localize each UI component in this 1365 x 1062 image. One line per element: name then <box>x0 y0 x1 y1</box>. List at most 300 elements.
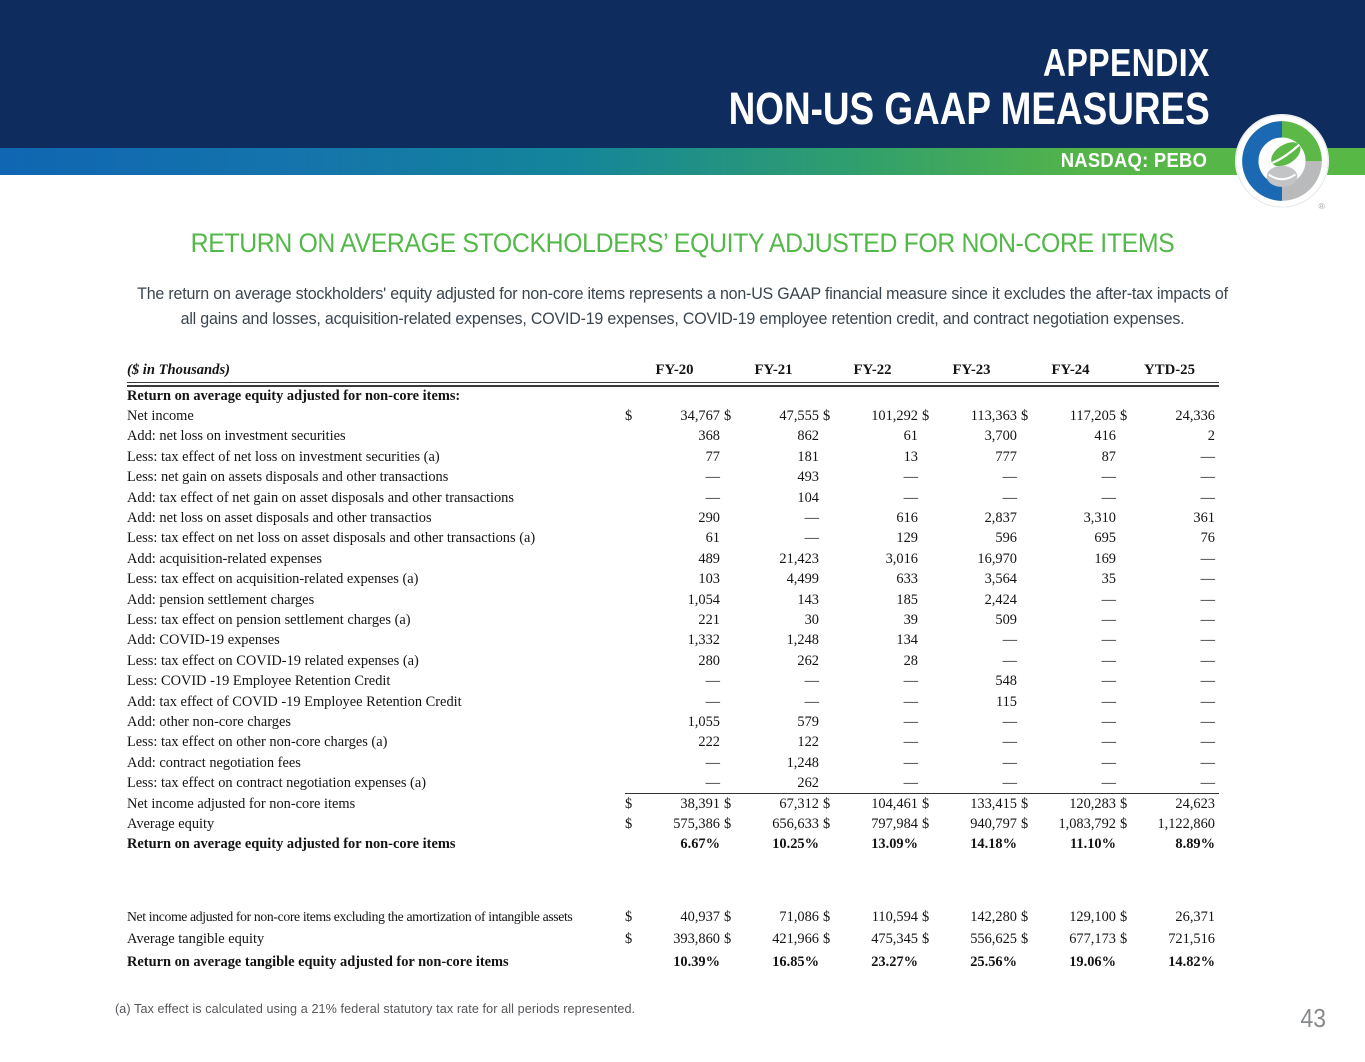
row-label: Less: tax effect of net loss on investment securities (a) <box>127 448 440 465</box>
value-cell: — <box>705 693 720 710</box>
dollar-sign-cell <box>625 631 642 651</box>
value-cell: — <box>903 774 918 791</box>
dollar-sign-cell <box>1021 835 1038 855</box>
row-label: Net income <box>127 408 194 425</box>
dollar-sign-cell <box>1120 733 1137 753</box>
dollar-sign-cell <box>1120 835 1137 855</box>
value-cell: 3,564 <box>984 571 1017 588</box>
value-cell: 24,336 <box>1175 408 1215 425</box>
value-cell: 1,054 <box>687 591 720 608</box>
value-cell: — <box>1101 754 1116 771</box>
value-cell: — <box>903 469 918 486</box>
value-cell: — <box>705 754 720 771</box>
dollar-sign-cell <box>625 549 642 569</box>
dollar-sign-cell <box>1021 447 1038 467</box>
table-row <box>127 692 1219 712</box>
value-cell: — <box>1200 734 1215 751</box>
dollar-sign-cell: $ <box>1021 815 1029 832</box>
value-cell: 23.27% <box>871 953 918 970</box>
value-cell: 1,122,860 <box>1157 815 1215 832</box>
dollar-sign-cell <box>922 773 939 793</box>
dollar-sign-cell <box>922 570 939 590</box>
value-cell: 721,516 <box>1168 931 1215 948</box>
value-cell: — <box>903 693 918 710</box>
value-cell: 40,937 <box>680 908 720 925</box>
row-label: Net income adjusted for non-core items excluding the amortization of intangible assets <box>127 909 573 925</box>
dollar-sign-cell: $ <box>922 794 939 814</box>
value-cell: — <box>705 774 720 791</box>
value-cell: 24,623 <box>1137 794 1219 814</box>
value-cell: 13.09% <box>871 836 918 853</box>
banner-title: NON-US GAAP MEASURES <box>728 83 1210 134</box>
value-cell: 47,555 <box>779 408 819 425</box>
dollar-sign-cell <box>823 508 840 528</box>
dollar-sign-cell <box>1120 508 1137 528</box>
table-header-row <box>127 362 1219 383</box>
value-cell: — <box>1101 693 1116 710</box>
value-cell: 940,797 <box>970 815 1017 832</box>
table-row <box>127 906 1219 929</box>
dollar-sign-cell <box>922 671 939 691</box>
dollar-sign-cell <box>823 488 840 508</box>
value-cell: 656,633 <box>772 815 819 832</box>
value-cell: — <box>1002 469 1017 486</box>
dollar-sign-cell <box>724 773 741 793</box>
value-cell: 113,363 <box>970 408 1017 425</box>
value-cell: — <box>903 734 918 751</box>
value-cell: 169 <box>1094 550 1116 567</box>
value-cell: 10.39% <box>673 953 720 970</box>
value-cell: 129,100 <box>1069 908 1116 925</box>
dollar-sign-cell: $ <box>922 908 930 925</box>
value-cell: 67,312 <box>741 794 823 814</box>
dollar-sign-cell: $ <box>724 908 732 925</box>
value-cell: 695 <box>1094 530 1116 547</box>
dollar-sign-cell <box>823 773 840 793</box>
value-cell: 35 <box>1101 571 1116 588</box>
value-cell: 101,292 <box>871 408 918 425</box>
tangible-equity-table <box>127 906 1219 974</box>
dollar-sign-cell <box>823 549 840 569</box>
value-cell: 104 <box>797 489 819 506</box>
value-cell: — <box>1101 611 1116 628</box>
dollar-sign-cell <box>724 733 741 753</box>
value-cell: 262 <box>797 652 819 669</box>
dollar-sign-cell <box>922 508 939 528</box>
value-cell: 19.06% <box>1069 953 1116 970</box>
dollar-sign-cell <box>823 610 840 630</box>
dollar-sign-cell <box>625 610 642 630</box>
value-cell: — <box>903 489 918 506</box>
value-cell: — <box>1200 611 1215 628</box>
dollar-sign-cell: $ <box>1021 908 1029 925</box>
row-label: Return on average equity adjusted for non-core items <box>127 836 456 853</box>
page-number: 43 <box>1300 1003 1326 1033</box>
dollar-sign-cell <box>922 753 939 773</box>
row-label: Less: net gain on assets disposals and other transactions <box>127 469 449 486</box>
value-cell: 30 <box>804 611 819 628</box>
dollar-sign-cell <box>823 631 840 651</box>
value-cell: — <box>903 673 918 690</box>
dollar-sign-cell: $ <box>724 815 732 832</box>
header-banner <box>0 0 1365 148</box>
value-cell: — <box>1101 469 1116 486</box>
dollar-sign-cell <box>1120 427 1137 447</box>
value-cell: 221 <box>698 611 720 628</box>
dollar-sign-cell <box>625 773 642 793</box>
table-row <box>127 814 1219 834</box>
value-cell: 26,371 <box>1175 908 1215 925</box>
dollar-sign-cell <box>823 447 840 467</box>
table-row <box>127 651 1219 671</box>
subtitle <box>20 282 1344 332</box>
registered-mark: ® <box>1318 201 1325 209</box>
value-cell: — <box>1200 489 1215 506</box>
dollar-sign-cell <box>922 529 939 549</box>
value-cell: 122 <box>797 734 819 751</box>
dollar-sign-cell: $ <box>625 794 642 814</box>
value-cell: 185 <box>896 591 918 608</box>
table-row <box>127 610 1219 630</box>
dollar-sign-cell: $ <box>724 408 732 425</box>
value-cell: 509 <box>995 611 1017 628</box>
dollar-sign-cell <box>1120 753 1137 773</box>
dollar-sign-cell <box>625 692 642 712</box>
value-cell: — <box>1002 774 1017 791</box>
value-cell: — <box>1002 652 1017 669</box>
dollar-sign-cell <box>625 427 642 447</box>
column-header: FY-24 <box>1021 362 1120 383</box>
row-label: Average tangible equity <box>127 931 265 948</box>
dollar-sign-cell <box>1120 549 1137 569</box>
dollar-sign-cell <box>1021 753 1038 773</box>
dollar-sign-cell: $ <box>823 408 831 425</box>
dollar-sign-cell <box>823 671 840 691</box>
dollar-sign-cell: $ <box>625 408 633 425</box>
footnote: (a) Tax effect is calculated using a 21% federal statutory tax rate for all periods represented. <box>115 1002 636 1016</box>
value-cell: — <box>705 469 720 486</box>
value-cell: — <box>1200 754 1215 771</box>
table-row <box>127 549 1219 569</box>
dollar-sign-cell: $ <box>625 931 633 948</box>
value-cell: 3,310 <box>1083 510 1116 527</box>
value-cell: — <box>1200 774 1215 791</box>
dollar-sign-cell <box>823 733 840 753</box>
dollar-sign-cell <box>724 529 741 549</box>
dollar-sign-cell <box>922 447 939 467</box>
value-cell: — <box>1200 673 1215 690</box>
value-cell: 61 <box>705 530 720 547</box>
value-cell: — <box>1200 693 1215 710</box>
dollar-sign-cell <box>724 610 741 630</box>
row-label: Add: net loss on investment securities <box>127 428 346 445</box>
table-row <box>127 773 1219 793</box>
financial-table <box>127 362 1219 855</box>
dollar-sign-cell: $ <box>922 931 930 948</box>
value-cell: 1,248 <box>786 754 819 771</box>
value-cell: 34,767 <box>680 408 720 425</box>
value-cell: 548 <box>995 673 1017 690</box>
dollar-sign-cell <box>823 468 840 488</box>
row-label: Less: tax effect on pension settlement charges (a) <box>127 611 411 628</box>
dollar-sign-cell <box>1021 488 1038 508</box>
dollar-sign-cell <box>724 753 741 773</box>
table-row <box>127 447 1219 467</box>
table-row <box>127 671 1219 691</box>
value-cell: 777 <box>995 448 1017 465</box>
value-cell: 103 <box>698 571 720 588</box>
dollar-sign-cell <box>625 651 642 671</box>
value-cell: — <box>1101 591 1116 608</box>
dollar-sign-cell <box>823 835 840 855</box>
value-cell: 677,173 <box>1069 931 1116 948</box>
value-cell: 181 <box>797 448 819 465</box>
value-cell: 28 <box>903 652 918 669</box>
value-cell: 1,055 <box>687 713 720 730</box>
row-label: Less: tax effect on net loss on asset disposals and other transactions (a) <box>127 530 536 547</box>
dollar-sign-cell <box>1021 468 1038 488</box>
row-label: Add: net loss on asset disposals and other transactios <box>127 510 432 527</box>
dollar-sign-cell <box>1021 427 1038 447</box>
value-cell: — <box>1002 754 1017 771</box>
dollar-sign-cell: $ <box>625 815 633 832</box>
dollar-sign-cell <box>625 570 642 590</box>
dollar-sign-cell <box>823 427 840 447</box>
dollar-sign-cell: $ <box>1120 908 1128 925</box>
row-label: Less: tax effect on COVID-19 related expenses (a) <box>127 652 419 669</box>
secondary-table-container <box>127 906 1219 974</box>
dollar-sign-cell <box>1120 712 1137 732</box>
dollar-sign-cell <box>922 651 939 671</box>
value-cell: — <box>1002 734 1017 751</box>
dollar-sign-cell <box>922 427 939 447</box>
value-cell: — <box>903 754 918 771</box>
dollar-sign-cell <box>823 570 840 590</box>
value-cell: 8.89% <box>1175 836 1215 853</box>
value-cell: 421,966 <box>772 931 819 948</box>
value-cell: — <box>1200 448 1215 465</box>
value-cell: 2,837 <box>984 510 1017 527</box>
value-cell: — <box>1200 571 1215 588</box>
value-cell: — <box>1101 774 1116 791</box>
row-label: Add: pension settlement charges <box>127 591 315 608</box>
value-cell: 104,461 <box>840 794 922 814</box>
dollar-sign-cell <box>1120 488 1137 508</box>
dollar-sign-cell <box>922 712 939 732</box>
dollar-sign-cell <box>1021 508 1038 528</box>
table-row <box>127 929 1219 952</box>
dollar-sign-cell <box>625 951 642 974</box>
table-row <box>127 427 1219 447</box>
value-cell: 3,700 <box>984 428 1017 445</box>
value-cell: 368 <box>698 428 720 445</box>
dollar-sign-cell <box>823 651 840 671</box>
value-cell: 2,424 <box>984 591 1017 608</box>
dollar-sign-cell <box>1120 529 1137 549</box>
dollar-sign-cell: $ <box>1021 408 1029 425</box>
value-cell: — <box>1101 489 1116 506</box>
value-cell: — <box>1200 469 1215 486</box>
dollar-sign-cell <box>1021 529 1038 549</box>
section-label: Return on average equity adjusted for non-core items: <box>127 388 461 405</box>
value-cell: 38,391 <box>642 794 724 814</box>
dollar-sign-cell <box>1120 610 1137 630</box>
value-cell: 120,283 <box>1038 794 1120 814</box>
value-cell: 3,016 <box>885 550 918 567</box>
column-header: YTD-25 <box>1120 362 1219 383</box>
dollar-sign-cell <box>1021 590 1038 610</box>
dollar-sign-cell <box>625 447 642 467</box>
row-label: Add: other non-core charges <box>127 713 291 730</box>
value-cell: 61 <box>903 428 918 445</box>
value-cell: 222 <box>698 734 720 751</box>
dollar-sign-cell <box>823 712 840 732</box>
ticker-bar <box>0 148 1365 175</box>
dollar-sign-cell <box>922 590 939 610</box>
value-cell: 6.67% <box>680 836 720 853</box>
table-row <box>127 590 1219 610</box>
dollar-sign-cell: $ <box>1120 931 1128 948</box>
value-cell: — <box>1101 734 1116 751</box>
unit-label: ($ in Thousands) <box>127 362 625 383</box>
table-row <box>127 508 1219 528</box>
dollar-sign-cell <box>922 488 939 508</box>
dollar-sign-cell <box>724 488 741 508</box>
dollar-sign-cell <box>823 529 840 549</box>
column-header: FY-22 <box>823 362 922 383</box>
dollar-sign-cell <box>823 753 840 773</box>
value-cell: 489 <box>698 550 720 567</box>
dollar-sign-cell <box>724 835 741 855</box>
appendix-label: APPENDIX <box>1043 42 1210 85</box>
dollar-sign-cell <box>724 631 741 651</box>
table-row <box>127 406 1219 426</box>
dollar-sign-cell <box>724 447 741 467</box>
dollar-sign-cell <box>922 733 939 753</box>
value-cell: 16,970 <box>977 550 1017 567</box>
value-cell: — <box>1101 673 1116 690</box>
value-cell: — <box>705 489 720 506</box>
row-label: Return on average tangible equity adjusted for non-core items <box>127 953 509 970</box>
value-cell: — <box>705 673 720 690</box>
dollar-sign-cell <box>922 610 939 630</box>
table-row <box>127 835 1219 855</box>
dollar-sign-cell: $ <box>823 794 840 814</box>
value-cell: 117,205 <box>1069 408 1116 425</box>
value-cell: 14.82% <box>1168 953 1215 970</box>
value-cell: 797,984 <box>871 815 918 832</box>
table-row <box>127 753 1219 773</box>
value-cell: 633 <box>896 571 918 588</box>
table-row <box>127 733 1219 753</box>
dollar-sign-cell: $ <box>724 931 732 948</box>
dollar-sign-cell <box>724 651 741 671</box>
dollar-sign-cell <box>922 951 939 974</box>
company-logo-icon <box>1234 113 1330 209</box>
dollar-sign-cell <box>724 549 741 569</box>
dollar-sign-cell <box>1120 773 1137 793</box>
dollar-sign-cell <box>625 753 642 773</box>
value-cell: 393,860 <box>673 931 720 948</box>
value-cell: — <box>804 693 819 710</box>
value-cell: — <box>1002 632 1017 649</box>
dollar-sign-cell <box>625 590 642 610</box>
row-label: Add: acquisition-related expenses <box>127 550 323 567</box>
column-header: FY-23 <box>922 362 1021 383</box>
value-cell: — <box>1200 652 1215 669</box>
value-cell: 1,248 <box>786 632 819 649</box>
subtitle-line1: The return on average stockholders' equity adjusted for non-core items represents a non-US GAAP financial measure since it excludes the after-tax impacts of <box>137 285 1228 303</box>
dollar-sign-cell <box>724 427 741 447</box>
dollar-sign-cell <box>922 468 939 488</box>
value-cell: 133,415 <box>939 794 1021 814</box>
row-label: Less: tax effect on contract negotiation expenses (a) <box>127 775 427 792</box>
table-row <box>127 570 1219 590</box>
dollar-sign-cell <box>1021 631 1038 651</box>
banner-titles <box>623 42 1210 134</box>
value-cell: 290 <box>698 510 720 527</box>
row-label: Add: tax effect of COVID -19 Employee Retention Credit <box>127 693 462 710</box>
value-cell: — <box>804 673 819 690</box>
value-cell: 262 <box>797 774 819 791</box>
value-cell: 110,594 <box>871 908 918 925</box>
dollar-sign-cell <box>1021 549 1038 569</box>
value-cell: 129 <box>896 530 918 547</box>
value-cell: 280 <box>698 652 720 669</box>
value-cell: 21,423 <box>779 550 819 567</box>
value-cell: — <box>1200 591 1215 608</box>
dollar-sign-cell <box>1021 773 1038 793</box>
dollar-sign-cell: $ <box>1021 794 1038 814</box>
value-cell: 39 <box>903 611 918 628</box>
value-cell: 579 <box>797 713 819 730</box>
dollar-sign-cell <box>724 508 741 528</box>
ticker-label: NASDAQ: PEBO <box>1060 150 1207 172</box>
dollar-sign-cell <box>1021 733 1038 753</box>
row-label: Average equity <box>127 815 215 832</box>
value-cell: 1,332 <box>687 632 720 649</box>
value-cell: 14.18% <box>970 836 1017 853</box>
table-row <box>127 712 1219 732</box>
dollar-sign-cell <box>1120 468 1137 488</box>
dollar-sign-cell: $ <box>922 408 930 425</box>
value-cell: 596 <box>995 530 1017 547</box>
value-cell: 87 <box>1101 448 1116 465</box>
dollar-sign-cell <box>625 468 642 488</box>
value-cell: 142,280 <box>970 908 1017 925</box>
value-cell: 71,086 <box>779 908 819 925</box>
dollar-sign-cell <box>625 508 642 528</box>
value-cell: 416 <box>1094 428 1116 445</box>
value-cell: 2 <box>1207 428 1215 445</box>
dollar-sign-cell <box>724 671 741 691</box>
row-label: Add: COVID-19 expenses <box>127 632 280 649</box>
dollar-sign-cell: $ <box>1120 815 1128 832</box>
value-cell: — <box>1200 632 1215 649</box>
dollar-sign-cell: $ <box>1120 794 1137 814</box>
dollar-sign-cell <box>1021 671 1038 691</box>
dollar-sign-cell <box>823 590 840 610</box>
row-label: Add: contract negotiation fees <box>127 754 301 771</box>
value-cell: 25.56% <box>970 953 1017 970</box>
dollar-sign-cell <box>1120 651 1137 671</box>
value-cell: — <box>804 530 819 547</box>
dollar-sign-cell <box>1120 590 1137 610</box>
table-row <box>127 794 1219 814</box>
dollar-sign-cell <box>625 712 642 732</box>
value-cell: 134 <box>896 632 918 649</box>
value-cell: — <box>1200 713 1215 730</box>
